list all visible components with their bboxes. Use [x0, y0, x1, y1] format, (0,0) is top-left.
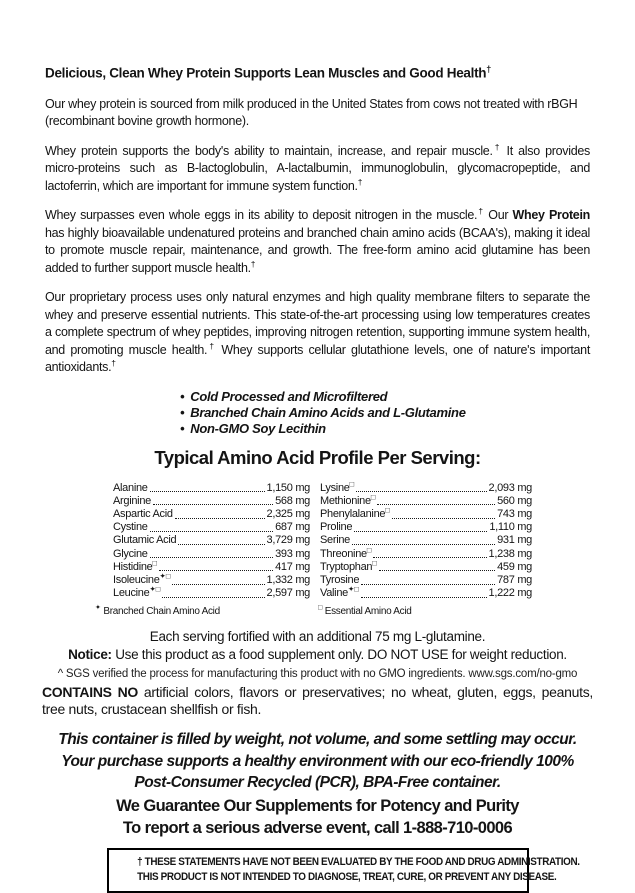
paragraph [45, 96, 590, 131]
amino-value: 560 mg [497, 494, 532, 507]
essential-symbol-icon: □ [165, 571, 171, 581]
amino-name: Glycine [113, 547, 148, 560]
dotted-leader [354, 531, 487, 532]
dotted-leader [377, 504, 495, 505]
amino-value: 417 mg [275, 560, 310, 573]
amino-name: Leucine✦□ [113, 584, 161, 600]
paragraph [45, 289, 590, 377]
amino-name: Isoleucine✦□ [113, 571, 171, 586]
bullet-label: Non-GMO Soy Lecithin [190, 420, 326, 436]
table-footnotes [95, 606, 590, 617]
bcaa-footnote-label: Branched Chain Amino Acid [103, 606, 220, 618]
sgs-verification-line: ^ SGS verified the process for manufacturing this product with no GMO ingredients. www.sgs.com/no-gmo [57, 668, 578, 681]
amino-name: Valine✦□ [320, 584, 359, 600]
amino-name: Aspartic Acid [113, 507, 173, 520]
guarantee-line: We Guarantee Our Supplements for Potency and Purity [116, 796, 519, 815]
dotted-leader [150, 491, 265, 492]
amino-row [320, 505, 532, 521]
page-title-text: Delicious, Clean Whey Protein Supports Lean Muscles and Good Health [45, 65, 487, 81]
amino-name: Threonine□ [320, 544, 372, 560]
amino-row [320, 534, 532, 547]
paragraph-text: Our proprietary process uses only natural enzymes and high quality membrane filters to separate the whey and preserve essential nutrients. This state-of-the-art processing using low temperatures creates a complete spectrum of whey peptides, improving nitrogen retention, supporting immune system health, and promoting muscle health. [45, 290, 590, 357]
amino-row [113, 508, 310, 521]
bullet-icon: • [180, 388, 185, 404]
amino-name: Tryptophan□ [320, 558, 377, 573]
dotted-leader [162, 597, 264, 598]
dotted-leader [159, 570, 273, 571]
paragraph [45, 207, 590, 277]
amino-row [113, 571, 310, 587]
dotted-leader [175, 518, 265, 519]
amino-profile-title: Typical Amino Acid Profile Per Serving: [154, 446, 481, 468]
amino-value: 687 mg [275, 521, 310, 534]
amino-value: 1,110 mg [489, 521, 532, 534]
intro-paragraphs [45, 96, 590, 377]
feature-bullets [180, 389, 590, 437]
amino-value: 1,332 mg [266, 573, 310, 586]
dotted-leader [172, 584, 264, 585]
essential-symbol-icon: □ [370, 492, 376, 502]
amino-row [320, 492, 532, 508]
fda-disclaimer-box [107, 848, 580, 893]
amino-name: Cystine [113, 521, 148, 534]
bcaa-footnote [95, 606, 318, 617]
paragraph [45, 143, 590, 196]
paragraph-text: It also provides micro-proteins such as B-lactoglobulin, A-lactalbumin, immunoglobulin, glycomacropeptide, and lactoferrin, which are important for immune system function. [45, 143, 590, 193]
amino-value: 2,597 mg [266, 587, 310, 600]
eco-line: This container is filled by weight, not volume, and some settling may occur. [58, 731, 577, 749]
essential-symbol-icon: □ [318, 605, 323, 612]
dagger-symbol: † [207, 340, 217, 351]
bullet-label: Cold Processed and Microfiltered [190, 388, 388, 404]
dotted-leader [373, 557, 486, 558]
feature-bullet [180, 405, 590, 421]
dagger-symbol: † [492, 141, 502, 152]
amino-row [320, 478, 532, 495]
notice-line [45, 647, 590, 662]
contains-no-paragraph [42, 684, 593, 718]
notice-text: Use this product as a food supplement only. DO NOT USE for weight reduction. [111, 647, 567, 663]
fda-disclaimer-line-2: THIS PRODUCT IS NOT INTENDED TO DIAGNOSE, TREAT, CURE, OR PREVENT ANY DISEASE. [136, 870, 556, 883]
amino-name: Methionine□ [320, 492, 376, 507]
dagger-symbol: † [111, 357, 116, 368]
paragraph-text: Our whey protein is sourced from milk produced in the United States from cows not treated with rBGH (recombinant bovine growth hormone). [45, 96, 578, 128]
amino-row [113, 558, 310, 574]
page-title [45, 64, 590, 81]
amino-name: Phenylalanine□ [320, 505, 390, 520]
amino-value: 3,729 mg [266, 534, 310, 547]
amino-row [320, 558, 532, 574]
dagger-symbol: † [250, 258, 256, 269]
essential-footnote-label: Essential Amino Acid [324, 606, 412, 618]
amino-value: 1,150 mg [266, 481, 310, 494]
amino-acid-table [113, 478, 590, 601]
bcaa-symbol-icon: ✦ [159, 571, 166, 581]
amino-name: Glutamic Acid [113, 534, 177, 547]
amino-value: 931 mg [497, 534, 532, 547]
amino-row [320, 544, 532, 561]
paragraph-text: Whey surpasses even whole eggs in its ability to deposit nitrogen in the muscle. [45, 208, 478, 222]
contains-no-label: CONTAINS NO [42, 684, 138, 701]
adverse-event-phone-line: To report a serious adverse event, call 1-888-710-0006 [122, 819, 513, 838]
feature-bullet [180, 421, 590, 437]
guarantee-statements [45, 795, 590, 840]
fda-disclaimer-line-1: † THESE STATEMENTS HAVE NOT BEEN EVALUATED BY THE FOOD AND DRUG ADMINISTRATION. [136, 855, 580, 868]
essential-symbol-icon: □ [155, 584, 161, 594]
amino-value: 459 mg [497, 560, 532, 573]
contains-no-text: artificial colors, flavors or preservatives; no wheat, gluten, eggs, peanuts, tree nuts, crustacean shellfish or fish. [42, 684, 593, 718]
amino-value: 393 mg [275, 547, 310, 560]
dotted-leader [379, 570, 495, 571]
fortified-line: Each serving fortified with an additional 75 mg L-glutamine. [149, 629, 486, 645]
essential-symbol-icon: □ [366, 544, 372, 554]
amino-value: 2,093 mg [488, 481, 532, 494]
dotted-leader [352, 544, 495, 545]
feature-bullet [180, 389, 590, 405]
amino-value: 2,325 mg [266, 507, 310, 520]
fda-disclaimer-text [136, 855, 580, 885]
dagger-symbol: † [357, 176, 363, 187]
essential-footnote [318, 606, 412, 617]
dotted-leader [150, 557, 274, 558]
essential-symbol-icon: □ [152, 558, 158, 568]
dagger-symbol: † [477, 205, 484, 216]
amino-name: Proline [320, 521, 353, 534]
amino-value: 787 mg [497, 573, 532, 586]
essential-symbol-icon: □ [372, 558, 377, 568]
bullet-icon: • [180, 420, 185, 436]
paragraph-text: has highly bioavailable undenatured proteins and branched chain amino acids (BCAA's), making it ideal to promote muscle repair, maintenance, and growth. The free-form amino acid glutamine has been added to further support muscle health. [45, 225, 590, 275]
dotted-leader [178, 544, 264, 545]
eco-statements [35, 729, 600, 794]
amino-row [113, 584, 310, 600]
amino-row [320, 521, 532, 534]
bcaa-symbol-icon: ✦ [95, 605, 101, 612]
amino-value: 1,238 mg [488, 547, 532, 560]
bcaa-symbol-icon: ✦ [149, 584, 156, 594]
paragraph-text: Whey Protein [512, 208, 590, 222]
amino-row [113, 548, 310, 561]
eco-line: Post-Consumer Recycled (PCR), BPA-Free container. [134, 774, 501, 792]
essential-symbol-icon: □ [354, 584, 359, 594]
dagger-symbol: † [486, 64, 491, 74]
amino-name: Histidine□ [113, 558, 158, 573]
amino-value: 568 mg [275, 494, 310, 507]
paragraph-text: Whey supports cellular glutathione levels, one of nature's important antioxidants. [45, 342, 590, 374]
dotted-leader [361, 584, 495, 585]
notice-label: Notice: [68, 647, 112, 663]
dotted-leader [361, 597, 487, 598]
dagger-symbol: † [136, 855, 142, 868]
essential-symbol-icon: □ [385, 505, 390, 515]
dotted-leader [392, 518, 495, 519]
dotted-leader [150, 531, 274, 532]
amino-row [320, 584, 532, 600]
amino-column-left [113, 482, 310, 601]
amino-row [113, 534, 310, 547]
amino-name: Lysine□ [320, 478, 355, 494]
amino-name: Alanine [113, 481, 148, 494]
amino-name: Tyrosine [320, 573, 360, 586]
amino-name: Arginine [113, 494, 151, 507]
amino-row [113, 521, 310, 534]
bullet-icon: • [180, 404, 185, 420]
amino-value: 743 mg [497, 507, 532, 520]
amino-row [113, 495, 310, 508]
bullet-label: Branched Chain Amino Acids and L-Glutamine [190, 404, 466, 420]
amino-value: 1,222 mg [488, 587, 532, 600]
amino-row [113, 482, 310, 495]
amino-name: Serine [320, 534, 350, 547]
eco-line: Your purchase supports a healthy environment with our eco-friendly 100% [61, 752, 574, 770]
amino-column-right [320, 478, 532, 601]
dotted-leader [356, 491, 486, 492]
dotted-leader [153, 504, 273, 505]
paragraph-text: Whey protein supports the body's ability to maintain, increase, and repair muscle. [45, 143, 493, 158]
essential-symbol-icon: □ [349, 478, 355, 488]
paragraph-text: Our [483, 208, 513, 222]
bcaa-symbol-icon: ✦ [347, 584, 355, 594]
